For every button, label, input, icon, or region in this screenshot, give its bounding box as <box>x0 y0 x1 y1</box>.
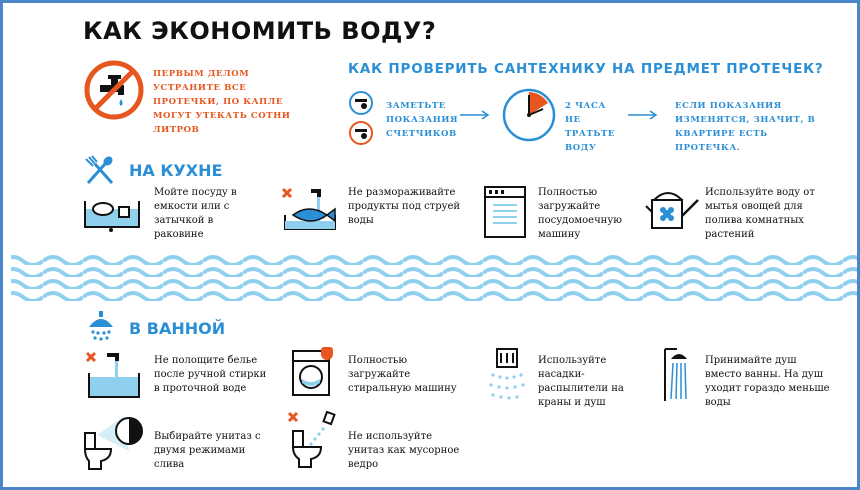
bathroom-tip-5: Выбирайте унитаз с двумя режимами слива <box>154 431 261 470</box>
no-trash-in-toilet-icon <box>287 411 349 473</box>
check-step-3: ЕСЛИ ПОКАЗАНИЯ ИЗМЕНЯТСЯ, ЗНАЧИТ, В КВАРТИРЕ ЕСТЬ ПРОТЕЧКА. <box>675 101 816 153</box>
bathroom-tip-4: Принимайте душ вместо ванны. На душ уходит гораздо меньше воды <box>705 355 830 408</box>
check-heading: КАК ПРОВЕРИТЬ САНТЕХНИКУ НА ПРЕДМЕТ ПРОТЕЧЕК? <box>348 61 824 77</box>
page-title: КАК ЭКОНОМИТЬ ВОДУ? <box>83 17 437 45</box>
check-step-1: ЗАМЕТЬТЕ ПОКАЗАНИЯ СЧЕТЧИКОВ <box>386 101 459 139</box>
bathroom-tip-1: Не полощите белье после ручной стирки в проточной воде <box>154 355 267 394</box>
kitchen-heading: НА КУХНЕ <box>129 161 223 180</box>
water-meter-hot-icon <box>348 120 374 146</box>
kitchen-tip-3: Полностью загружайте посудомоечную машину <box>538 187 622 240</box>
shower-head-icon <box>86 311 116 341</box>
water-meter-icon <box>348 90 374 116</box>
washing-machine-icon <box>291 343 337 397</box>
bathroom-tip-6: Не используйте унитаз как мусорное ведро <box>348 431 460 470</box>
bathroom-tip-2: Полностью загружайте стиральную машину <box>348 355 457 394</box>
kitchen-tip-4: Используйте воду от мытья овощей для полива комнатных растений <box>705 187 815 240</box>
dishes-in-basin-icon <box>83 191 143 233</box>
dual-flush-toilet-icon <box>83 411 145 473</box>
bathroom-heading: В ВАННОЙ <box>129 319 226 338</box>
sprayer-nozzle-icon <box>487 347 527 403</box>
arrow-right-icon <box>460 110 490 120</box>
kitchen-tip-2: Не размораживайте продукты под струей воды <box>348 187 461 226</box>
leak-note: ПЕРВЫМ ДЕЛОМ УСТРАНИТЕ ВСЕ ПРОТЕЧКИ, ПО КАПЛЕ МОГУТ УТЕКАТЬ СОТНИ ЛИТРОВ <box>153 69 291 135</box>
fish-under-tap-icon <box>279 185 345 237</box>
check-step-2: 2 ЧАСА НЕ ТРАТЬТЕ ВОДУ <box>565 101 615 153</box>
basin-under-tap-icon <box>83 349 143 401</box>
watering-can-icon <box>644 186 700 232</box>
dishwasher-icon <box>483 185 527 239</box>
no-dripping-tap-icon <box>83 59 145 121</box>
shower-icon <box>659 347 693 403</box>
fork-spoon-icon <box>83 155 117 185</box>
water-waves-divider <box>3 253 857 303</box>
kitchen-tip-1: Мойте посуду в емкости или с затычкой в раковине <box>154 187 237 240</box>
arrow-right-icon <box>628 110 658 120</box>
bathroom-tip-3: Используйте насадки-распылители на краны и душ <box>538 355 624 408</box>
clock-icon <box>501 87 557 143</box>
